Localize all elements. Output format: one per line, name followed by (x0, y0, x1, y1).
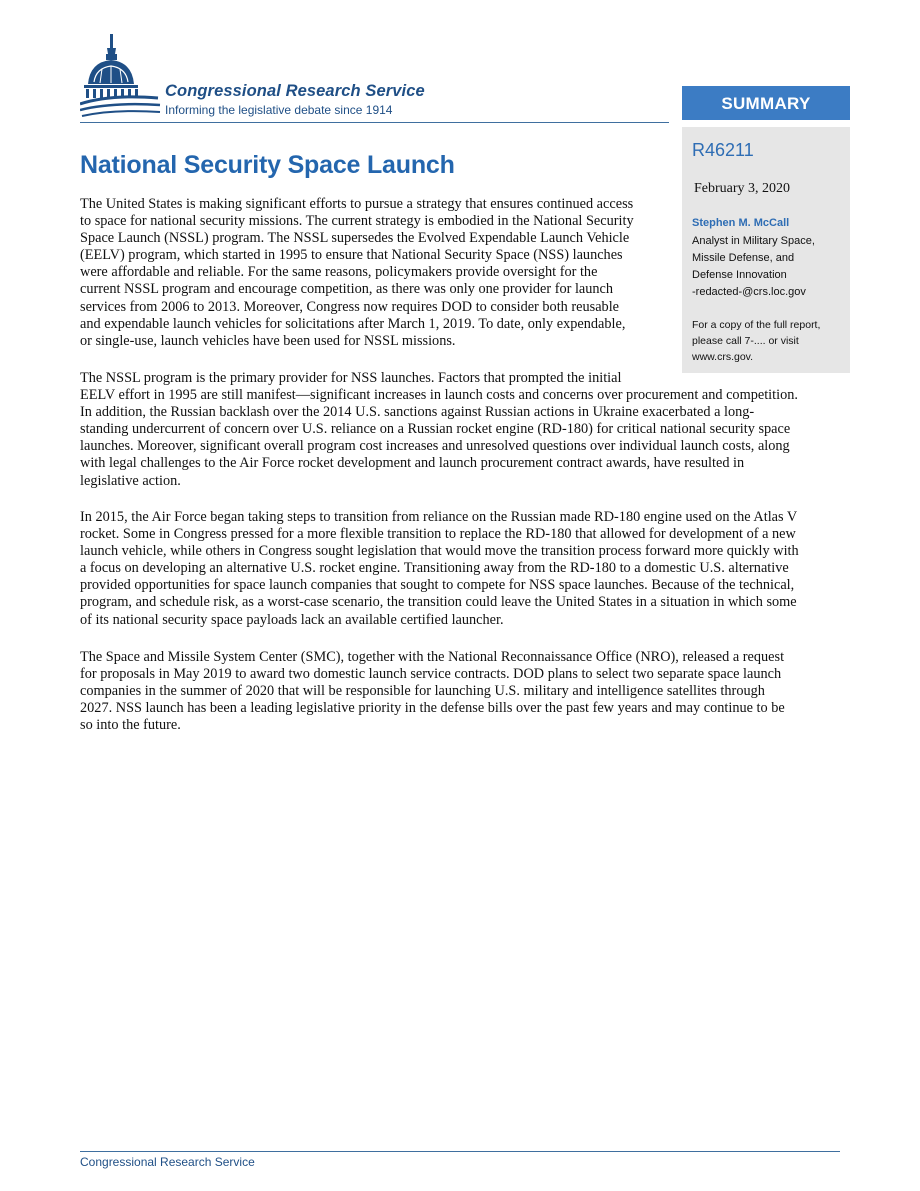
text-line: or single-use, launch vehicles have been used for NSSL missions. (80, 332, 456, 349)
text-line: EELV effort in 1995 are still manifest—significant increases in launch costs and concerns over procurement and competition. (80, 387, 798, 404)
org-name: Congressional Research Service (165, 82, 425, 100)
text-line: The NSSL program is the primary provider for NSS launches. Factors that prompted the initial (80, 370, 622, 386)
footer-divider (80, 1151, 840, 1152)
text-line: (EELV) program, which started in 1995 to ensure that National Security Space (NSS) launches (80, 247, 623, 264)
text-line: launch vehicle, while others in Congress sought legislation that would move the transition process forward more quickly with (80, 543, 799, 560)
contact-note-line: please call 7-.... or visit (692, 335, 799, 347)
summary-paragraph-3 (80, 509, 799, 629)
text-line: launches. Moreover, significant overall program cost increases and unresolved questions over individual launch costs, along (80, 438, 790, 455)
text-line: standing undercurrent of concern over U.S. reliance on a Russian rocket engine (RD-180) for critical national security space (80, 421, 791, 438)
crs-logo (80, 32, 480, 124)
text-line: to space for national security missions. The current strategy is embodied in the National Security (80, 213, 634, 230)
text-line: companies in the summer of 2020 that will be responsible for launching U.S. military and intelligence satellites through (80, 683, 765, 700)
text-line: program, and schedule risk, as a worst-case scenario, the transition could leave the United States in a situation in which some (80, 594, 797, 611)
header-divider (80, 122, 669, 123)
summary-paragraph-2 (80, 370, 798, 490)
report-date: February 3, 2020 (694, 181, 791, 196)
author-title-line: Missile Defense, and (692, 252, 795, 264)
text-line: for proposals in May 2019 to award two domestic launch service contracts. DOD plans to select two separate space launch (80, 666, 782, 683)
summary-heading: SUMMARY (682, 86, 850, 120)
document-title: National Security Space Launch (80, 151, 455, 179)
text-line: In 2015, the Air Force began taking steps to transition from reliance on the Russian made RD-180 engine used on the Atlas V (80, 509, 798, 525)
text-line: In addition, the Russian backlash over the 2014 U.S. sanctions against Russian actions in Ukraine exacerbated a long- (80, 404, 755, 421)
text-line: so into the future. (80, 717, 181, 734)
page-footer: Congressional Research Service (80, 1155, 255, 1169)
text-line: rocket. Some in Congress pressed for a more flexible transition to replace the RD-180 that allowed for development of a new (80, 526, 796, 543)
text-line: Space Launch (NSSL) program. The NSSL supersedes the Evolved Expendable Launch Vehicle (80, 230, 630, 247)
author-title-line: Analyst in Military Space, (692, 235, 815, 247)
summary-heading-divider (682, 120, 850, 127)
summary-paragraph-4 (80, 649, 785, 734)
text-line: The Space and Missile System Center (SMC), together with the National Reconnaissance Office (NRO), released a request (80, 649, 785, 665)
text-line: legislative action. (80, 472, 181, 489)
text-line: of its national security space payloads lack an available certified launcher. (80, 611, 504, 628)
org-tagline: Informing the legislative debate since 1914 (165, 103, 393, 117)
author-email-link[interactable]: -redacted-@crs.loc.gov (692, 286, 806, 298)
text-line: with legal challenges to the Air Force rocket development and launch procurement contract awards, have resulted in (80, 455, 745, 472)
contact-note-line: For a copy of the full report, (692, 319, 821, 331)
text-line: The United States is making significant efforts to pursue a strategy that ensures continued access (80, 196, 634, 212)
text-line: services from 2006 to 2013. Moreover, Congress now requires DOD to consider both reusable (80, 298, 620, 315)
text-line: a focus on developing an alternative U.S. rocket engine. Transitioning away from the RD-180 to a domestic U.S. alternative (80, 560, 789, 577)
text-line: 2027. NSS launch has been a leading legislative priority in the defense bills over the past few years and may continue to be (80, 700, 785, 717)
text-line: and expendable launch vehicles for solicitations after March 1, 2019. To date, only expendable, (80, 315, 626, 332)
text-line: were affordable and reliable. For the same reasons, policymakers provide oversight for the (80, 264, 598, 281)
crs-website-link[interactable]: www.crs.gov. (692, 351, 754, 363)
summary-paragraph-1 (80, 196, 634, 350)
report-number: R46211 (692, 140, 754, 160)
capitol-dome-icon (80, 32, 162, 124)
text-line: current NSSL program and encourage competition, as there was only one provider for launch (80, 281, 614, 298)
summary-sidebar (682, 86, 850, 373)
author-name: Stephen M. McCall (692, 217, 790, 229)
author-title-line: Defense Innovation (692, 269, 787, 281)
text-line: provided opportunities for space launch companies that sought to compete for NSS space launches. Because of the technical, (80, 577, 795, 594)
